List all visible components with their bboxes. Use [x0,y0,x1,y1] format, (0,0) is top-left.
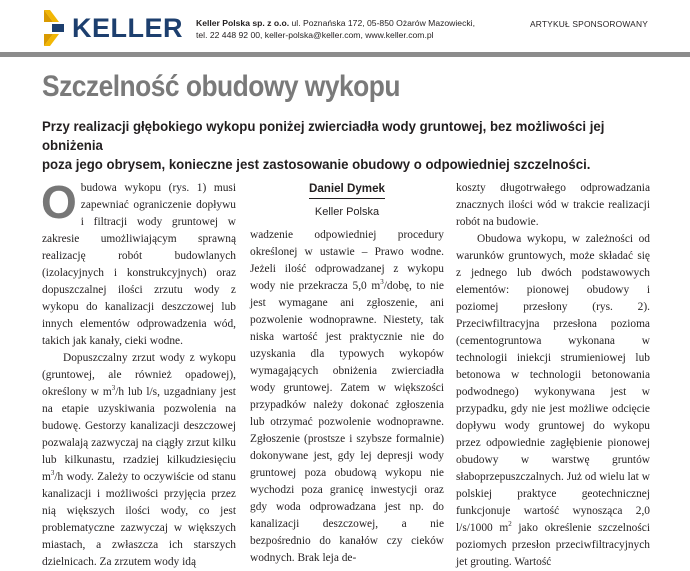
paragraph [42,350,236,571]
company-address: ul. Poznańska 172, 05-850 Ożarów Mazowiecki, [291,18,475,28]
paragraph-text: Dopuszczalny zrzut wody z wykopu (gruntowej, ale również opadowej), określony w m [42,352,236,398]
author-name: Daniel Dymek [309,180,385,199]
lead-line-2: poza jego obrysem, konieczne jest zastosowanie obudowy o odpowiedniej szczelności. [42,157,591,173]
paragraph [250,227,444,567]
company-info [196,17,475,41]
paragraph-text: jako określenie szczelności poziomych przesłon przeciwfiltracyjnych jet grouting. Wartość [456,522,650,568]
paragraph-text: /dobę, to nie jest wymagane ani zgłoszenie, ani pozwolenie wodnoprawne. Niestety, tak niska wartość jest praktycznie nie do uzyskania dla typowych wykopów wymagających obniżenia zwierciadła wody gruntowej. Zatem w większości przypadków należy dokonać zgłoszenia lub otrzymać pozwolenie wodnoprawne. Zgłoszenie (prostsze i szybsze formalnie) dokonywane jest, gdy lej depresji wody gruntowej poza obudową wykopu nie wychodzi poza granicę inwestycji oraz gdy woda odprowadzana jest np. do kanalizacji deszczowej, a nie bezpośrednio do kanałów czy cieków wodnych. Brak leja de- [250,280,444,564]
superscript: 3 [380,278,384,287]
page-header [0,0,690,58]
article-lead [42,118,619,175]
column-1 [41,176,236,571]
byline [250,180,444,221]
paragraph [456,231,650,571]
sponsored-label: ARTYKUŁ SPONSOROWANY [529,19,648,29]
paragraph [41,176,236,350]
header-rule [0,52,690,57]
lead-line-1: Przy realizacji głębokiego wykopu poniżej zwierciadła wody gruntowej, bez możliwości jej obniżenia [42,119,605,154]
superscript: 3 [111,384,116,393]
keller-logo-mark-icon [42,8,68,48]
author-affiliation: Keller Polska [314,206,380,218]
paragraph: koszty długotrwałego odprowadzania znacznych ilości wód w trakcie realizacji robót na budowie. [456,182,650,228]
paragraph-text: /h wody. Zależy to oczywiście od stanu kanalizacji i możliwości przyjęcia przez nią większych ilości wody, co jest problematyczne zazwyczaj w większych miastach, a zwłaszcza ich starszych dzielnicach. Za zrzutem wody idą [42,471,236,568]
superscript: 2 [508,520,512,529]
column-3 [456,180,650,571]
superscript: 3 [50,469,55,478]
drop-cap: O [41,176,77,228]
paragraph-text: /h lub l/s, uzgadniany jest na etapie uzyskiwania pozwolenia na budowę. Gestorzy kanalizacji deszczowej pozwalają zazwyczaj na ciągły zrzut kilku lub kilkunastu, rzadziej kilkudziesięciu m [42,386,236,483]
article-title: Szczelność obudowy wykopu [42,70,400,103]
column-2 [250,180,444,567]
logo-wordmark: KELLER [72,13,183,43]
paragraph-text: Obudowa wykopu, w zależności od warunków gruntowych, może składać się z jednego lub dwóch podstawowych elementów: pionowej obudowy i poziomej przesłony (rys. 2). Przeciwfiltracyjna przesłona pozioma (cementogruntowa wykonana w technologii iniekcji strumieniowej lub betonowa w technologii betonowania podwodnego) wykonywana jest w przypadku, gdy nie jest możliwe odcięcie dopływu wody gruntowej do wykopu przez odpowiednie zagłębienie pionowej obudowy w warstwę gruntów słaboprzepuszczalnych. Już od wielu lat w polskiej praktyce geotechnicznej funkcjonuje wartość wynosząca 2,0 l/s/1000 m [456,233,650,534]
company-contact: tel. 22 448 92 00, keller-polska@keller.com, www.keller.com.pl [196,30,434,40]
paragraph-text: budowa wykopu (rys. 1) musi zapewniać ograniczenie dopływu i filtracji wody gruntowej w zakresie umożliwiającym sprawną realizację robót budowlanych (izolacyjnych i konstrukcyjnych) oraz dopuszczalnej ilości zrzutu wody z wykopu do kanalizacji deszczowej lub innych elementów odprowadzenia wód, takich jak kanały, cieki wodne. [42,182,236,347]
company-name: Keller Polska sp. z o.o. [196,18,290,28]
paragraph-text: wadzenie odpowiedniej procedury określonej w ustawie – Prawo wodne. Jeżeli ilość odprowadzanej z wykopu wody nie przekracza 5,0 m [250,229,444,292]
keller-logo [42,8,192,48]
